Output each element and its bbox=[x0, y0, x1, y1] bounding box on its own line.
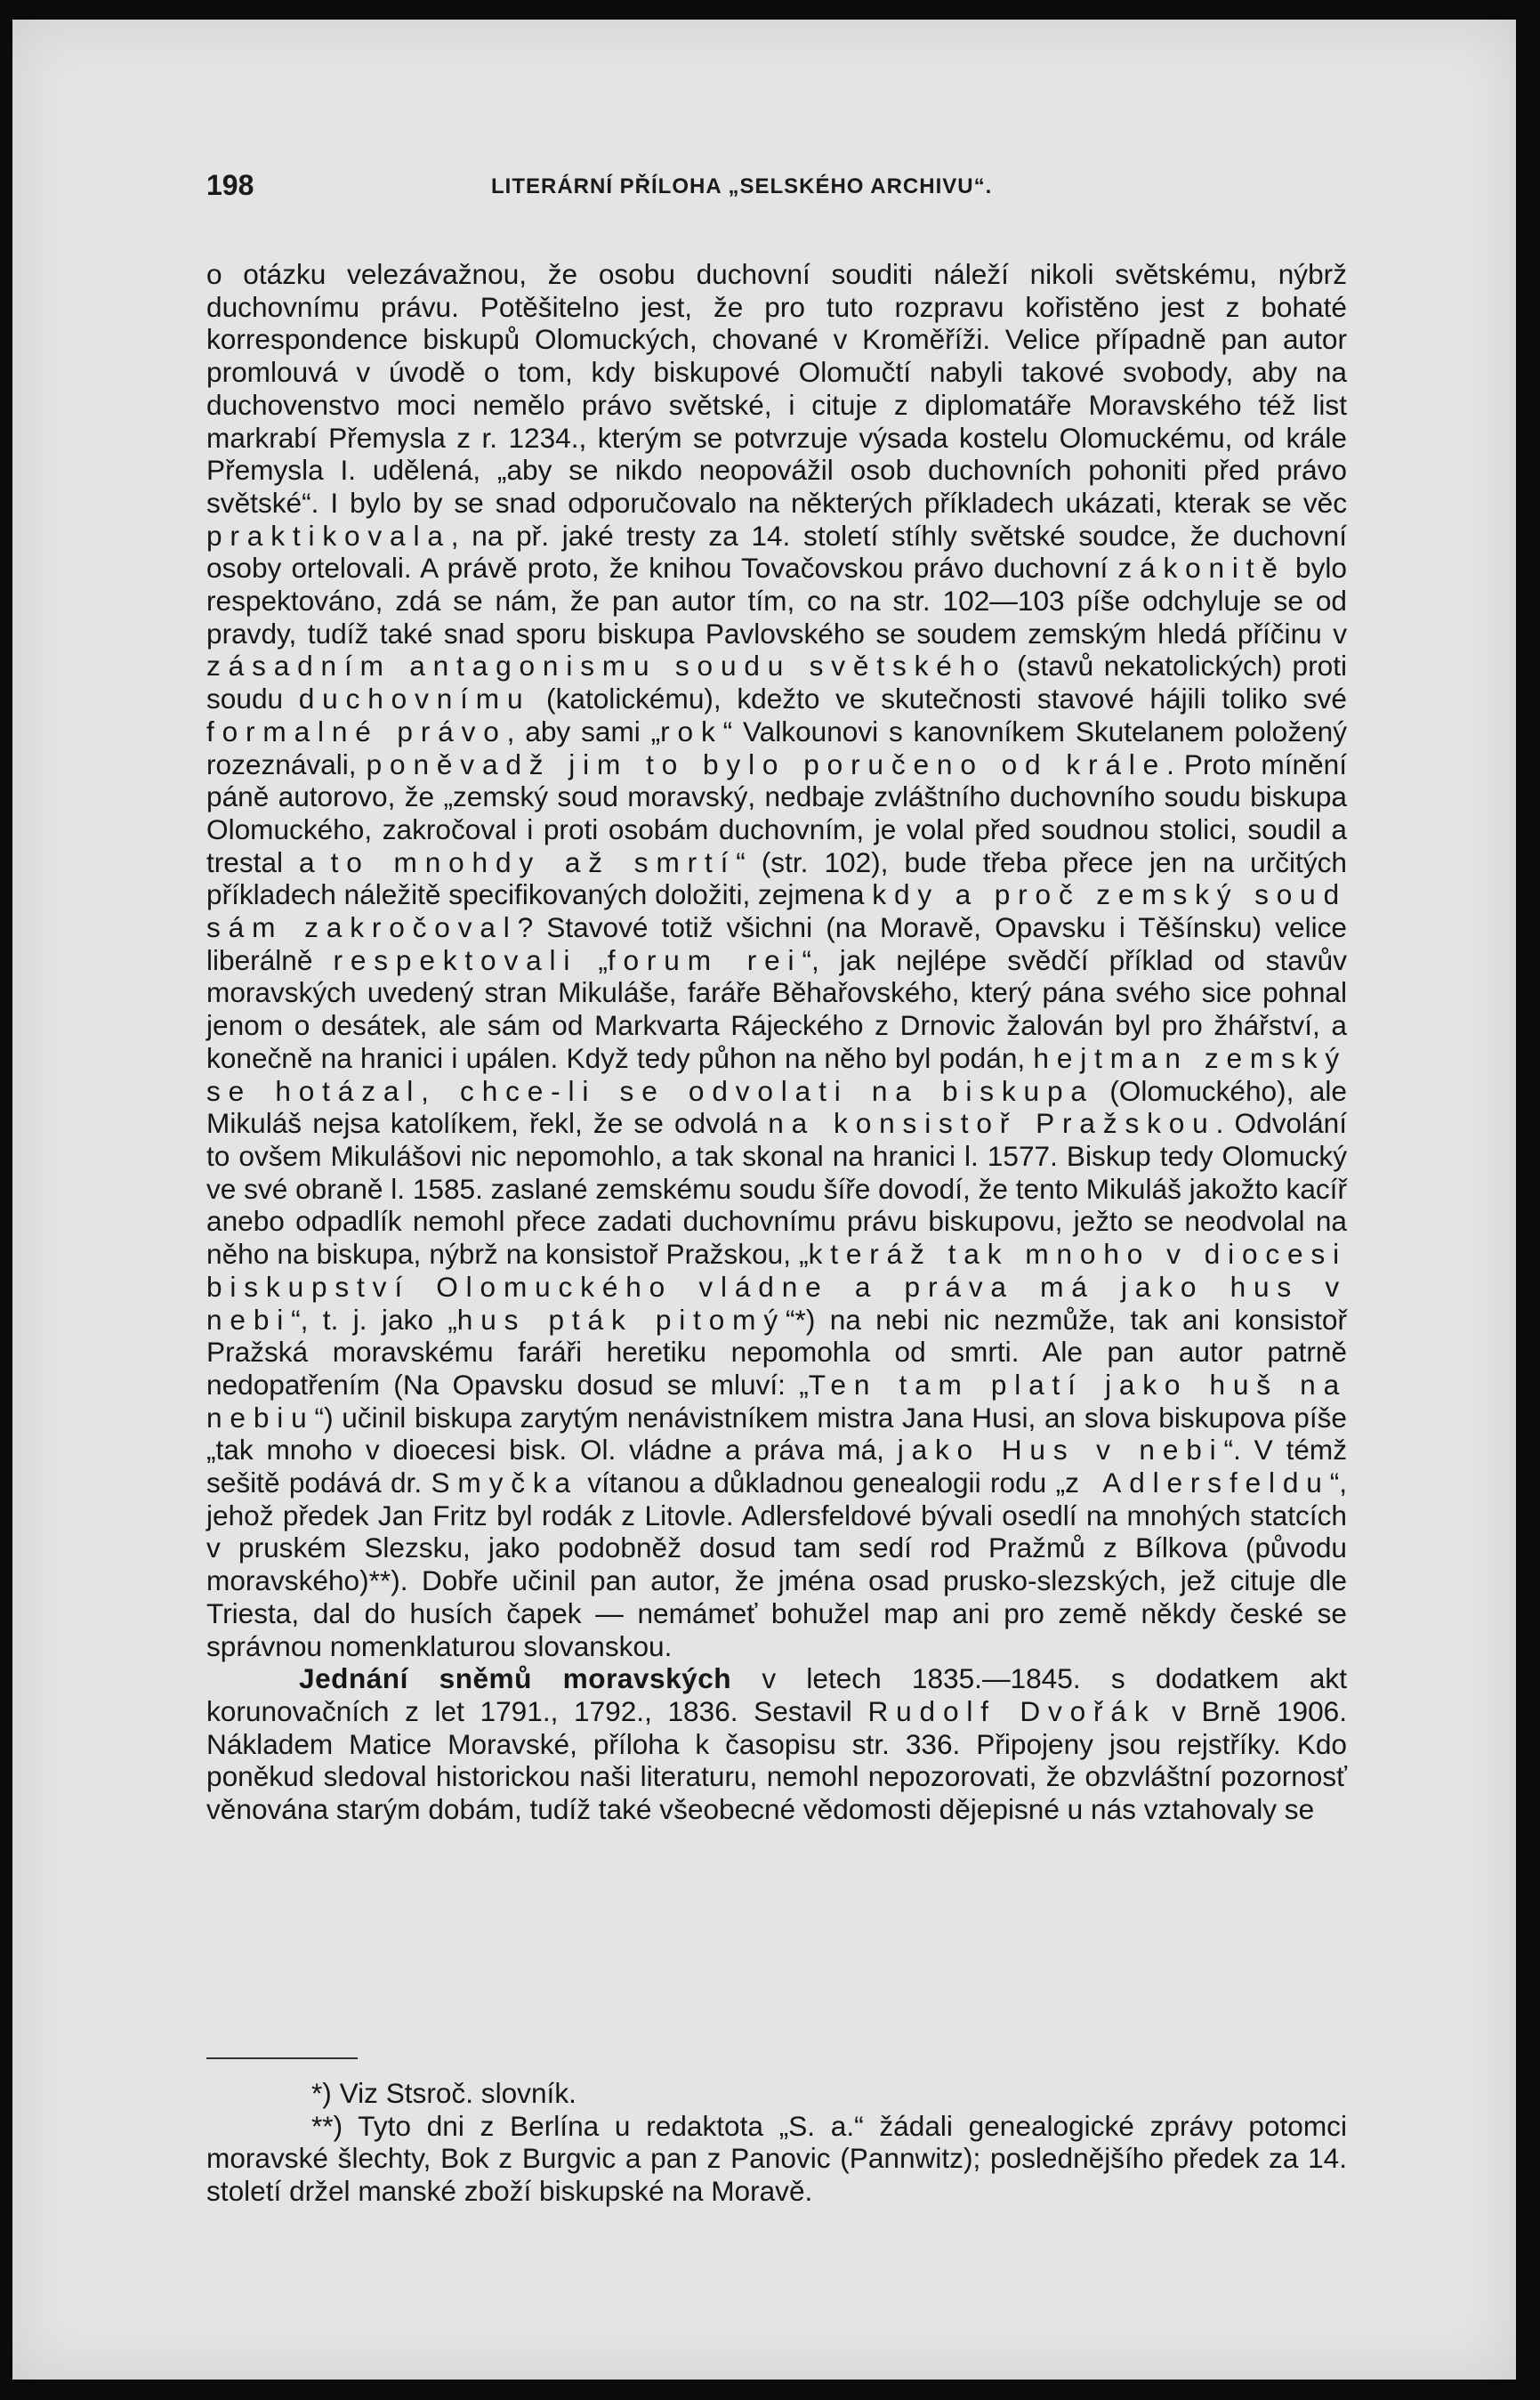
text-run: (Olomuckého), ale Mikuláš nejsa katolíkem, řekl, že se odvolá bbox=[206, 1074, 1347, 1140]
text-run: “ Valkounovi s kanovníkem Skutelanem položený rozeznávali, bbox=[206, 715, 1347, 780]
text-run: v Brně 1906. Nákladem Matice Moravské, příloha k časopisu str. 336. Připojeny jsou rejstříky. Kdo poněkud sledoval historickou naši literaturu, nemohl nepozorovati, že obzvláštní pozornosť věnována starým dobám, tudíž také všeobecné vědomosti dějepisné u nás vztahovaly se bbox=[206, 1694, 1347, 1826]
footnote-divider bbox=[206, 2057, 358, 2059]
text-run: bylo respektováno, zdá se nám, že pan autor tím, co na str. 102—103 píše odchyluje se od pravdy, tudíž také snad sporu biskupa Pavlovského se soudem zemským hledá příčinu v bbox=[206, 552, 1347, 650]
text-run: o otázku velezávažnou, že osobu duchovní souditi náleží nikoli světskému, nýbrž duchovnímu právu. Potěšitelno jest, že pro tuto rozpravu kořistěno jest z bohaté korrespondence biskupů Olomuckých, chované v Kroměříži. Velice případně pan autor promlouvá v úvodě o tom, kdy biskupové Olomučtí nabyli takové svobody, aby na duchovenstvo moci nemělo právo světské, i cituje z diplomatáře Moravského též list markrabí Přemysla z r. 1234., kterým se potvrzuje výsada kostelu Olomuckému, od krále Přemysla I. udělená, „aby se nikdo neopovážil osob duchovních pohoniti před právo světské“. I bylo by se snad odporučovalo na některých příkladech ukázati, kterak se věc bbox=[206, 258, 1347, 519]
footnote-1: *) Viz Stsroč. slovník. bbox=[311, 2077, 576, 2109]
spaced-emphasis: Ten tam platí jako huš na nebiu bbox=[206, 1368, 1347, 1434]
spaced-emphasis: rok bbox=[660, 715, 723, 747]
spaced-emphasis: zásadním antagonismu soudu světského bbox=[206, 650, 1007, 683]
footnotes bbox=[206, 2057, 1347, 2208]
text-run: (stavů nekatolických) proti soudu bbox=[206, 650, 1347, 715]
main-paragraph bbox=[206, 258, 1347, 1826]
text-run: (katolickému), kdežto ve skutečnosti stavové hájili toliko své bbox=[530, 683, 1347, 715]
spaced-emphasis: Rudolf Dvořák bbox=[867, 1694, 1157, 1727]
text-run: “*) na nebi nic nezmůže, tak ani konsistoř Pražská moravskému faráři heretiku nepomohla od smrti. Ale pan autor patrně nedopatřením (Na Opavsku dosud se mluví: „ bbox=[206, 1303, 1347, 1401]
spaced-emphasis: hejtman zemský se hotázal, chce-li se odvolati na biskupa bbox=[206, 1041, 1348, 1107]
text-run: “. V témž sešitě podává dr. bbox=[206, 1434, 1347, 1499]
page-sheet bbox=[12, 20, 1516, 2380]
spaced-emphasis: z Adlersfeldu bbox=[1065, 1467, 1330, 1499]
footnote-2: **) Tyto dni z Berlína u redaktota „S. a.“ žádali genealogické zprávy potomci moravské šlechty, Bok z Burgvic a pan z Panovic (Pannwitz); poslednějšího předek za 14. století držel manské zboží biskupské na Moravě. bbox=[206, 2109, 1347, 2208]
text-run: “, jehož předek Jan Fritz byl rodák z Litovle. Adlersfeldové bývali osedlí na mnohých statcích v pruském Slezsku, jako podobněž dosud tam sedí rod Pražmů z Bílkova (původu moravského)**). Dobře učinil pan autor, že jména osad prusko-slezských, jež cituje dle Triesta, dal do husích čapek — nemámeť bohužel map ani pro země někdy české se správnou nomenklaturou slovanskou. bbox=[206, 1467, 1348, 1662]
spaced-emphasis: formalné právo bbox=[206, 715, 507, 747]
text-run: “, jak nejlépe svědčí příklad od stavův moravských uvedený stran Mikuláše, faráře Běhařovského, který pána svého sice pohnal jenom o desátek, ale sám od Markvarta Rájeckého z Drnovic žalován byl pro žhářství, a konečně na hranici i upálen. Když tedy půhon na něho byl podán, bbox=[206, 943, 1347, 1074]
spaced-emphasis: Smyčka bbox=[431, 1467, 578, 1499]
spaced-emphasis: to mnohdy až smrtí bbox=[330, 845, 737, 878]
spaced-emphasis: jako Hus v nebi bbox=[897, 1434, 1224, 1467]
text-run: . Odvolání to ovšem Mikulášovi nic nepomohlo, a tak skonal na hranici l. 1577. Biskup tedy Olomucký ve své obraně l. 1585. zaslané zemskému soudu šíře dovodí, že tento Mikuláš jakožto kacíř anebo odpadlík nemohl přece zadati duchovnímu právu biskupovu, ježto se neodvolal na něho na biskupa, nýbrž na konsistoř Pražskou, „ bbox=[206, 1107, 1347, 1271]
text-run: „ bbox=[577, 943, 608, 976]
spaced-emphasis: na konsistoř Pražskou bbox=[768, 1107, 1216, 1140]
spaced-emphasis: kdy a proč zemský soud sám zakročoval bbox=[206, 878, 1347, 944]
text-run: “) učinil biskupa zarytým nenávistníkem mistra Jana Husi, an slova biskupova píše „tak mnoho v dioecesi bisk. Ol. vládne a práva má, bbox=[206, 1401, 1347, 1467]
text-run: , na př. jaké tresty za 14. století stíhly světské soudce, že duchovní osoby ortelovali. A právě proto, že knihou Tovačovskou právo duchovní bbox=[206, 519, 1347, 585]
text-run: “, t. j. jako „ bbox=[291, 1303, 457, 1336]
text-run: vítanou a důkladnou genealogii rodu „ bbox=[577, 1467, 1066, 1499]
text-run: , aby sami „ bbox=[506, 715, 661, 747]
text-run: ? Stavové totiž všichni (na Moravě, Opavsku i Těšínsku) velice liberálně bbox=[206, 911, 1347, 976]
spaced-emphasis: poněvadž jim to bylo poručeno od krále bbox=[366, 747, 1167, 780]
text-run: v letech 1835.—1845. s dodatkem akt korunovačních z let 1791., 1792., 1836. Sestavil bbox=[206, 1662, 1347, 1727]
spaced-emphasis: zákonitě bbox=[1117, 552, 1286, 585]
spaced-emphasis: hus pták pitomý bbox=[456, 1303, 786, 1336]
text-run: “ (str. 102), bude třeba přece jen na určitých příkladech náležitě specifikovaných doložiti, zejmena bbox=[206, 845, 1347, 911]
spaced-emphasis: respektovali bbox=[333, 943, 578, 976]
page-number: 198 bbox=[206, 169, 254, 201]
spaced-emphasis: praktikovala bbox=[206, 519, 451, 552]
spaced-emphasis: duchovnímu bbox=[298, 683, 531, 715]
review-title: Jednání sněmů moravských bbox=[299, 1662, 732, 1695]
text-run: . Proto mínění páně autorovo, že „zemský soud moravský, nedbaje zvláštního duchovního soudu biskupa Olomuckého, zakročoval i proti osobám duchovním, je volal před soudnou stolici, soudil a trestal a bbox=[206, 747, 1347, 878]
running-title: LITERÁRNÍ PŘÍLOHA „SELSKÉHO ARCHIVU“. bbox=[491, 174, 993, 198]
spaced-emphasis: forum rei bbox=[607, 943, 802, 976]
spaced-emphasis: kteráž tak mnoho v diocesi biskupství Olomuckého vládne a práva má jako hus v nebi bbox=[206, 1238, 1347, 1336]
